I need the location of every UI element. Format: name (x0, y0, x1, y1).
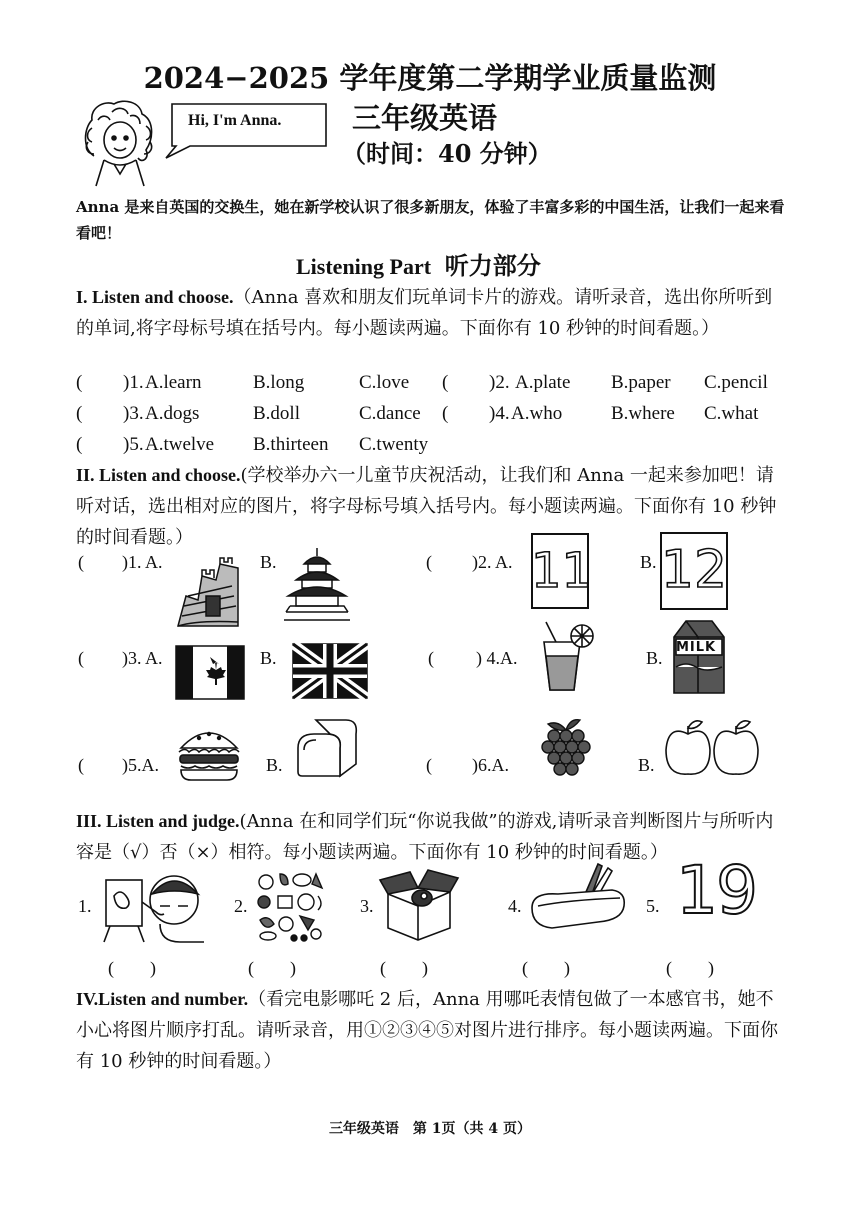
item-label: )1. A. (122, 552, 163, 572)
item-number: )5. (123, 434, 144, 455)
judge-bracket[interactable]: ( ) (108, 958, 156, 978)
section-1-heading: I. Listen and choose. (76, 287, 234, 307)
option-a: A.dogs (145, 403, 200, 424)
speech-bubble (160, 100, 330, 160)
option-a: A.learn (145, 372, 202, 393)
section-4-instruction: （看完电影哪吒 2 后，Anna 用哪吒表情包做了一本感官书，她不小心将图片顺序打乱。请听录音，用①②③④⑤对图片进行排序。每小题读两遍。下面你有 10 秒钟的时间看题。） (76, 989, 778, 1072)
option-b-label: B. (638, 755, 655, 775)
number-11-text: 11 (531, 543, 593, 599)
option-b: B.long (253, 372, 305, 393)
uk-flag-icon (292, 643, 368, 699)
judge-bracket[interactable]: ( ) (380, 958, 428, 978)
option-a: A.who (511, 403, 563, 424)
answer-bracket[interactable]: ( (76, 434, 83, 455)
item-label: 4. (508, 896, 522, 916)
canada-flag-icon (175, 645, 245, 700)
item-label: 3. (360, 896, 374, 916)
temple-of-heaven-icon (282, 546, 352, 626)
option-c: C.dance (359, 403, 421, 424)
option-b-label: B. (640, 552, 657, 572)
section-4-heading: IV.Listen and number. (76, 989, 249, 1009)
item-number: )4. (489, 403, 510, 424)
intro-text: Anna 是来自英国的交换生，她在新学校认识了很多新朋友，体验了丰富多彩的中国生活，让我们一起来看看吧！ (76, 198, 785, 242)
grapes-icon (540, 716, 592, 780)
milk-label: MILK (676, 640, 717, 655)
item-label: 5. (646, 896, 660, 916)
option-a: A.twelve (145, 434, 215, 455)
judge-bracket[interactable]: ( ) (248, 958, 296, 978)
time-limit: （时间：40 分钟） (342, 139, 552, 168)
answer-bracket[interactable]: ( (428, 648, 434, 668)
number-12-text: 12 (660, 540, 728, 600)
listening-title-cn: 听力部分 (444, 251, 541, 280)
exam-title: 2024−2025 学年度第二学期学业质量监测 (143, 61, 717, 95)
option-c: C.twenty (359, 434, 429, 455)
answer-bracket[interactable]: ( (76, 372, 83, 393)
option-a: A.plate (515, 372, 571, 393)
option-b-label: B. (266, 755, 283, 775)
option-b: B.paper (611, 372, 671, 393)
drawing-boy-icon (100, 866, 210, 944)
answer-bracket[interactable]: ( (442, 403, 449, 424)
option-b-label: B. (260, 648, 277, 668)
section-3-heading: III. Listen and judge. (76, 811, 240, 831)
item-label: )5.A. (122, 755, 159, 775)
option-b: B.where (611, 403, 675, 424)
item-label: )3. A. (122, 648, 163, 668)
juice-icon (540, 620, 600, 692)
box-icon (378, 868, 460, 942)
judge-bracket[interactable]: ( ) (522, 958, 570, 978)
section-1-instruction: （Anna 喜欢和朋友们玩单词卡片的游戏。请听录音，选出你所听到的单词,将字母标号填在括号内。每小题读两遍。下面你有 10 秒钟的时间看题。） (76, 287, 773, 339)
item-number: )1. (123, 372, 144, 393)
great-wall-icon (176, 556, 240, 630)
option-c: C.love (359, 372, 410, 393)
pencil-case-icon (528, 862, 628, 938)
hamburger-icon (177, 726, 241, 782)
answer-bracket[interactable]: ( (426, 755, 432, 775)
section-1-heading-block (76, 282, 786, 344)
option-b-label: B. (646, 648, 663, 668)
apples-icon (662, 716, 762, 778)
answer-bracket[interactable]: ( (426, 552, 432, 572)
answer-bracket[interactable]: ( (78, 552, 84, 572)
section-2-instruction: (学校举办六一儿童节庆祝活动，让我们和 Anna 一起来参加吧！请听对话，选出相对应的图片，将字母标号填入括号内。每小题读两遍。下面你有 10 秒钟的时间看题。） (76, 465, 777, 548)
listening-title (296, 246, 541, 281)
anna-girl-icon (80, 98, 160, 188)
milk-carton-icon (668, 617, 730, 695)
option-b: B.thirteen (253, 434, 329, 455)
item-label: )6.A. (472, 755, 509, 775)
answer-bracket[interactable]: ( (78, 755, 84, 775)
page-footer: 三年级英语 第 1页（共 4 页） (328, 1121, 532, 1137)
item-label: )2. A. (472, 552, 513, 572)
item-label: ) 4.A. (476, 648, 518, 668)
item-number: )2. (489, 372, 510, 393)
subject-title: 三年级英语 (352, 101, 498, 135)
answer-bracket[interactable]: ( (76, 403, 83, 424)
item-number: )3. (123, 403, 144, 424)
option-c: C.pencil (704, 372, 768, 393)
answer-bracket[interactable]: ( (78, 648, 84, 668)
option-c: C.what (704, 403, 759, 424)
answer-bracket[interactable]: ( (442, 372, 449, 393)
item-label: 1. (78, 896, 92, 916)
section-3-instruction: (Anna 在和同学们玩“你说我做”的游戏,请听录音判断图片与所听内容是（√）否（×）相符。每小题读两遍。下面你有 10 秒钟的时间看题。） (76, 811, 774, 863)
section-4-heading-block (76, 984, 788, 1077)
option-b: B.doll (253, 403, 300, 424)
vegetables-icon (254, 870, 326, 942)
bread-icon (296, 718, 358, 780)
number-19-text: 19 (676, 852, 756, 929)
judge-bracket[interactable]: ( ) (666, 958, 714, 978)
speech-bubble-text: Hi, I'm Anna. (188, 112, 282, 129)
listening-title-en: Listening Part (296, 254, 432, 279)
section-2-heading: II. Listen and choose. (76, 465, 241, 485)
item-label: 2. (234, 896, 248, 916)
option-b-label: B. (260, 552, 277, 572)
